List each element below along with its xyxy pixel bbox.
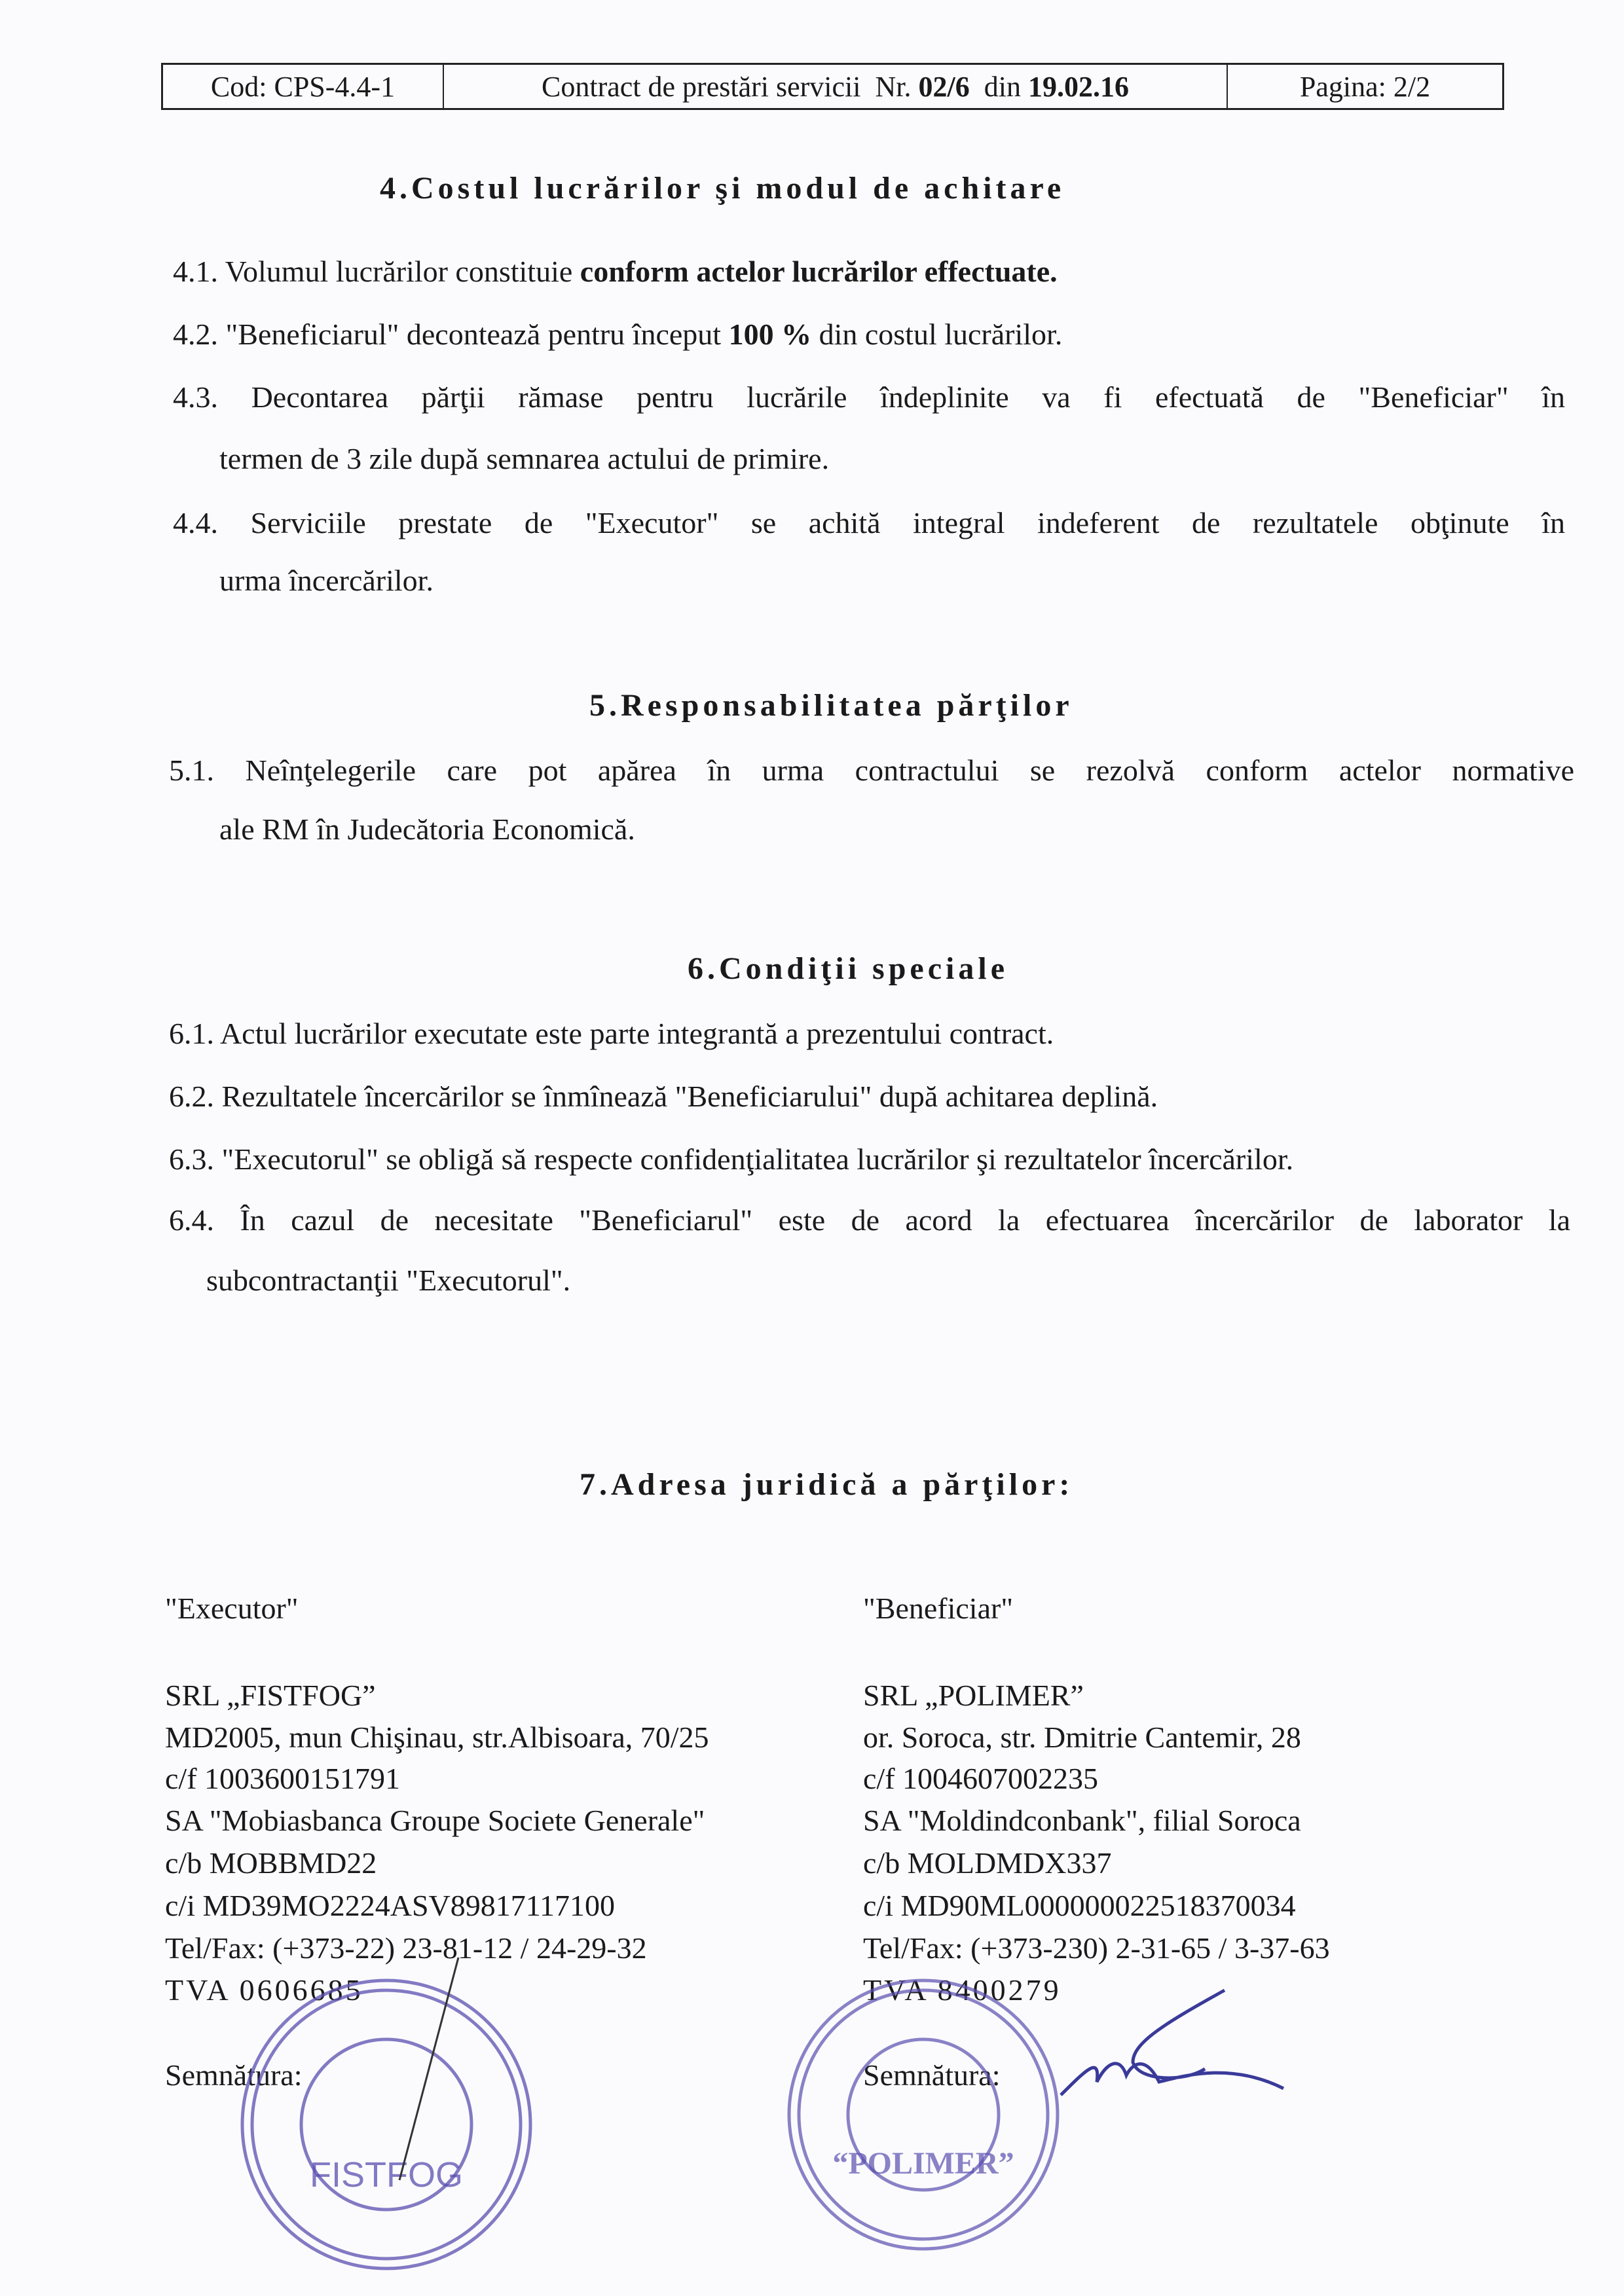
- clause-6-4-cont: subcontractanţii "Executorul".: [206, 1264, 571, 1297]
- fistfog-stamp: [232, 1971, 540, 2278]
- executor-line: Tel/Fax: (+373-22) 23-81-12 / 24-29-32: [165, 1931, 647, 1965]
- contract-prefix: Contract de prestări servicii Nr.: [542, 70, 919, 103]
- executor-signature-label: Semnătura:: [165, 2058, 303, 2092]
- document-header: [161, 63, 1504, 110]
- section-7-title: 7.Adresa juridică a părţilor:: [580, 1467, 1074, 1502]
- polimer-stamp: [779, 1971, 1067, 2259]
- executor-signature: [393, 1951, 471, 2187]
- clause-5-1-cont: ale RM în Judecătoria Economică.: [219, 812, 635, 846]
- clause-5-1: 5.1. Neînţelegerile care pot apărea în urma contractului se rezolvă conform actelor normative: [169, 754, 1574, 787]
- executor-line: c/b MOBBMD22: [165, 1846, 377, 1880]
- beneficiar-line: SA "Moldindconbank", filial Soroca: [863, 1804, 1301, 1837]
- section-4-title: 4.Costul lucrărilor şi modul de achitare: [380, 171, 1065, 206]
- beneficiar-signature: [1035, 1984, 1297, 2115]
- page-number: Pagina: 2/2: [1299, 70, 1431, 103]
- beneficiar-label: "Beneficiar": [863, 1592, 1014, 1625]
- beneficiar-line: TVA 8400279: [863, 1973, 1061, 2007]
- beneficiar-line: c/f 1004607002235: [863, 1762, 1099, 1795]
- polimer-stamp-text: “POLIMER”: [832, 2146, 1014, 2181]
- clause-4-2: [173, 317, 1062, 352]
- clause-4-3-cont: termen de 3 zile după semnarea actului de primire.: [219, 442, 830, 475]
- executor-line: SRL „FISTFOG”: [165, 1679, 376, 1712]
- clause-6-1: 6.1. Actul lucrărilor executate este parte integrantă a prezentului contract.: [169, 1017, 1054, 1050]
- clause-4-1: [173, 254, 1058, 289]
- section-5-title: 5.Responsabilitatea părţilor: [589, 688, 1073, 723]
- clause-4-4: 4.4. Serviciile prestate de "Executor" se achită integral indeferent de rezultatele obţinute în: [173, 506, 1565, 539]
- beneficiar-line: or. Soroca, str. Dmitrie Cantemir, 28: [863, 1721, 1301, 1754]
- executor-line: c/i MD39MO2224ASV89817117100: [165, 1889, 616, 1922]
- contract-title: [444, 65, 1228, 108]
- doc-code: Cod: CPS-4.4-1: [163, 65, 444, 108]
- beneficiar-line: SRL „POLIMER”: [863, 1679, 1084, 1712]
- clause-4-2-end: din costul lucrărilor.: [811, 318, 1063, 351]
- clause-4-2-text: 4.2. "Beneficiarul" decontează pentru început: [173, 318, 729, 351]
- clause-6-3: 6.3. "Executorul" se obligă să respecte confidenţialitatea lucrărilor şi rezultatelor încercărilor.: [169, 1142, 1294, 1176]
- contract-date: 19.02.16: [1027, 70, 1129, 103]
- clause-6-2: 6.2. Rezultatele încercărilor se înmînează "Beneficiarului" după achitarea deplină.: [169, 1080, 1158, 1113]
- executor-line: c/f 1003600151791: [165, 1762, 401, 1795]
- contract-number: 02/6: [918, 70, 970, 103]
- executor-line: SA "Mobiasbanca Groupe Societe Generale": [165, 1804, 705, 1837]
- beneficiar-line: c/b MOLDMDX337: [863, 1846, 1112, 1880]
- beneficiar-line: c/i MD90ML000000022518370034: [863, 1889, 1296, 1922]
- executor-label: "Executor": [165, 1592, 299, 1625]
- clause-4-2-percent: 100 %: [728, 318, 812, 351]
- clause-4-4-cont: urma încercărilor.: [219, 564, 434, 597]
- fistfog-stamp-text: FISTFOG: [310, 2155, 463, 2195]
- executor-line: MD2005, mun Chişinau, str.Albisoara, 70/25: [165, 1721, 709, 1754]
- section-6-title: 6.Condiţii speciale: [688, 951, 1009, 986]
- executor-line: TVA 0606685: [165, 1973, 363, 2007]
- clause-4-3: 4.3. Decontarea părţii rămase pentru lucrările îndeplinite va fi efectuată de "Beneficiar" în: [173, 380, 1565, 414]
- contract-mid: din: [969, 70, 1028, 103]
- clause-6-4: 6.4. În cazul de necesitate "Beneficiarul" este de acord la efectuarea încercărilor de laborator la: [169, 1203, 1570, 1237]
- clause-4-1-text: 4.1. Volumul lucrărilor constituie: [173, 255, 580, 288]
- beneficiar-signature-label: Semnătura:: [863, 2058, 1001, 2092]
- clause-4-1-bold: conform actelor lucrărilor effectuate.: [580, 255, 1058, 288]
- beneficiar-line: Tel/Fax: (+373-230) 2-31-65 / 3-37-63: [863, 1931, 1330, 1965]
